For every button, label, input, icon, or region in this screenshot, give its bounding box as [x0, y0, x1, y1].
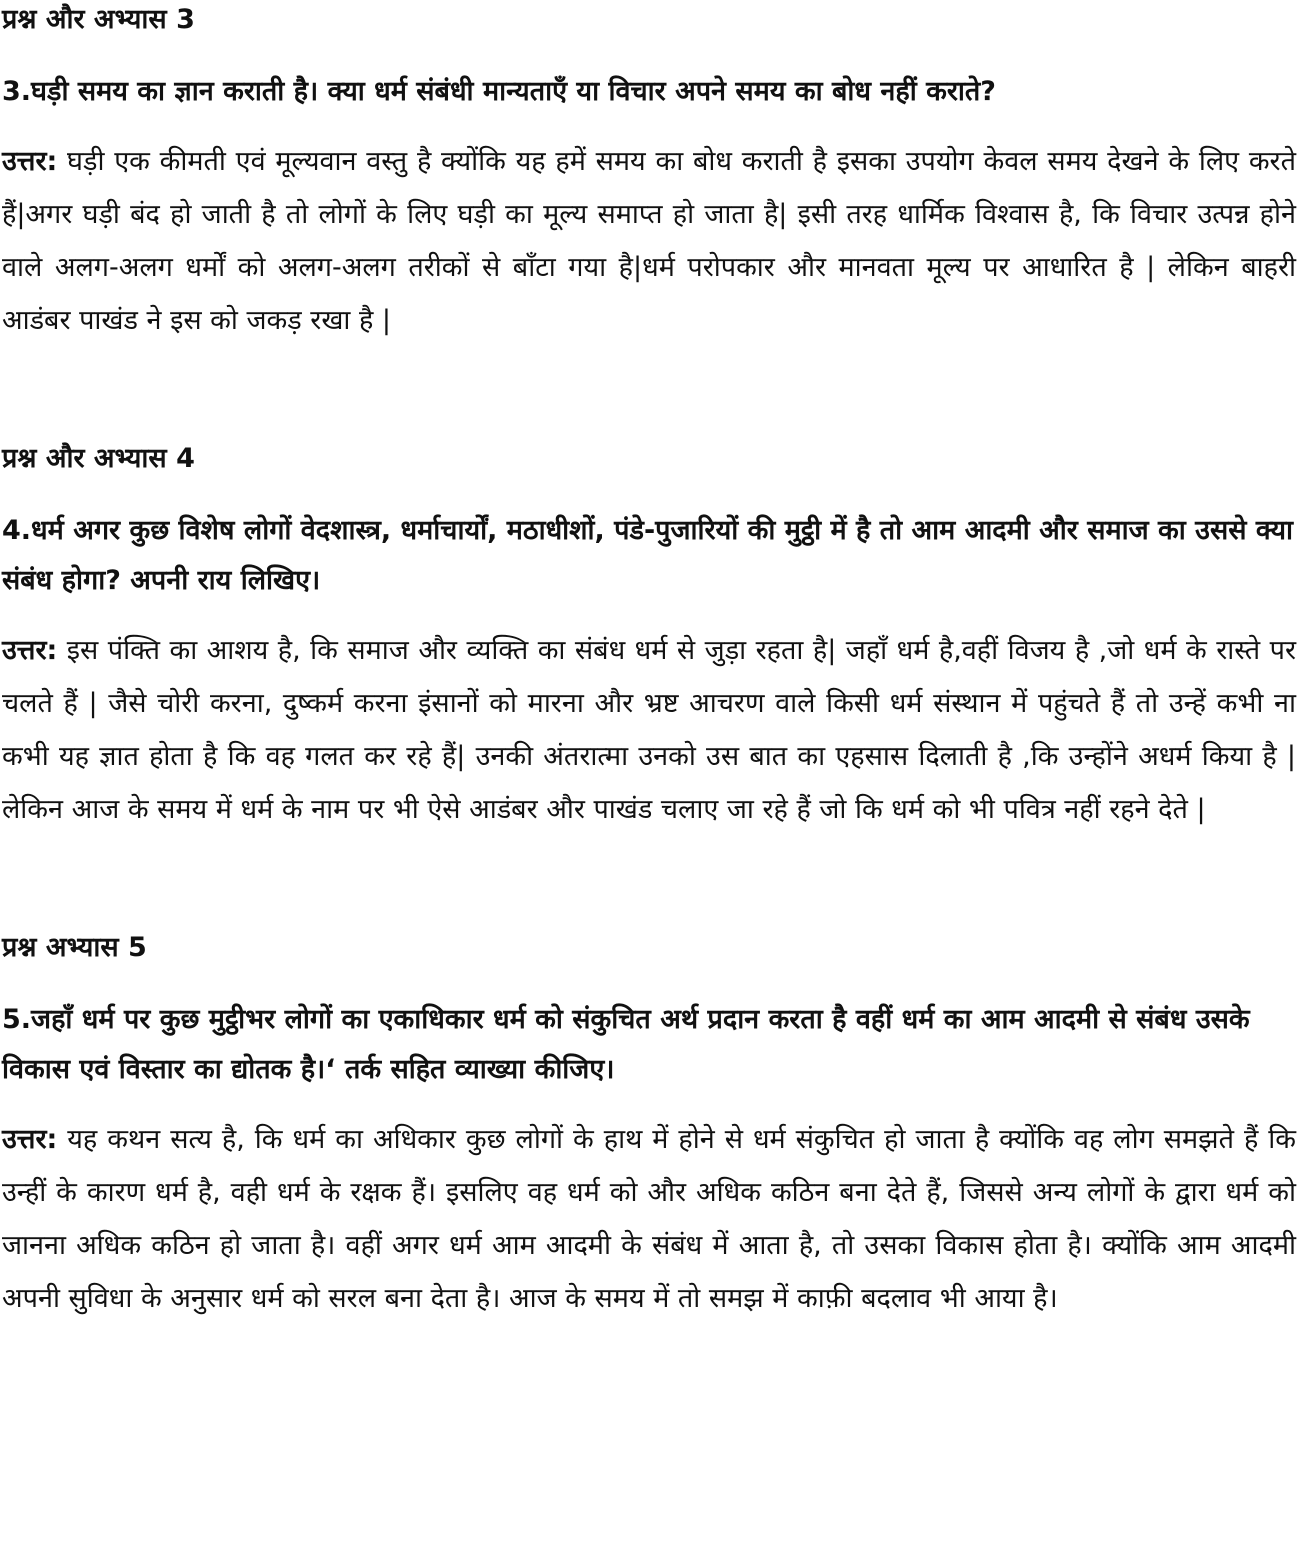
question-text: 3.घड़ी समय का ज्ञान कराती है। क्या धर्म संबंधी मान्यताएँ या विचार अपने समय का बोध नहीं कराते? [2, 76, 996, 107]
section-exercise-4 [2, 439, 1296, 836]
section-heading: प्रश्न अभ्यास 5 [2, 932, 147, 963]
question-text: 5.जहाँ धर्म पर कुछ मुट्ठीभर लोगों का एकाधिकार धर्म को संकुचित अर्थ प्रदान करता है वहीं धर्म का आम आदमी से संबंध उसके विकास एवं विस्तार का द्योतक है।‘ तर्क सहित व्याख्या कीजिए। [2, 1004, 1250, 1085]
answer-text: इस पंक्ति का आशय है, कि समाज और व्यक्ति का संबंध धर्म से जुड़ा रहता है| जहाँ धर्म है,वहीं विजय है ,जो धर्म के रास्ते पर चलते हैं | जैसे चोरी करना, दुष्कर्म करना इंसानों को मारना और भ्रष्ट आचरण वाले किसी धर्म संस्थान में पहुंचते हैं तो उन्हें कभी ना कभी यह ज्ञात होता है कि वह गलत कर रहे हैं| उनकी अंतरात्मा उनको उस बात का एहसास दिलाती है ,कि उन्होंने अधर्म किया है | लेकिन आज के समय में धर्म के नाम पर भी ऐसे आडंबर और पाखंड चलाए जा रहे हैं जो कि धर्म को भी पवित्र नहीं रहने देते | [2, 635, 1296, 825]
answer-paragraph [2, 1113, 1296, 1325]
answer-text: घड़ी एक कीमती एवं मूल्यवान वस्तु है क्योंकि यह हमें समय का बोध कराती है इसका उपयोग केवल समय देखने के लिए करते हैं|अगर घड़ी बंद हो जाती है तो लोगों के लिए घड़ी का मूल्य समाप्त हो जाता है| इसी तरह धार्मिक विश्वास है, कि विचार उत्पन्न होने वाले अलग-अलग धर्मों को अलग-अलग तरीकों से बाँटा गया है|धर्म परोपकार और मानवता मूल्य पर आधारित है | लेकिन बाहरी आडंबर पाखंड ने इस को जकड़ रखा है | [2, 146, 1296, 336]
section-exercise-3 [2, 0, 1296, 347]
answer-label: उत्तर: [2, 146, 58, 177]
section-spacer [2, 836, 1296, 928]
section-heading: प्रश्न और अभ्यास 4 [2, 443, 195, 474]
section-spacer [2, 347, 1296, 439]
answer-label: उत्तर: [2, 635, 58, 666]
answer-paragraph [2, 624, 1296, 836]
section-heading: प्रश्न और अभ्यास 3 [2, 4, 195, 35]
answer-text: यह कथन सत्य है, कि धर्म का अधिकार कुछ लोगों के हाथ में होने से धर्म संकुचित हो जाता है क्योंकि वह लोग समझते हैं कि उन्हीं के कारण धर्म है, वही धर्म के रक्षक हैं। इसलिए वह धर्म को और अधिक कठिन बना देते हैं, जिससे अन्य लोगों के द्वारा धर्म को जानना अधिक कठिन हो जाता है। वहीं अगर धर्म आम आदमी के संबंध में आता है, तो उसका विकास होता है। क्योंकि आम आदमी अपनी सुविधा के अनुसार धर्म को सरल बना देता है। आज के समय में तो समझ में काफ़ी बदलाव भी आया है। [2, 1124, 1296, 1314]
section-exercise-5 [2, 928, 1296, 1325]
answer-paragraph [2, 135, 1296, 347]
answer-label: उत्तर: [2, 1124, 58, 1155]
question-text: 4.धर्म अगर कुछ विशेष लोगों वेदशास्त्र, धर्माचार्यों, मठाधीशों, पंडे-पुजारियों की मुट्ठी में है तो आम आदमी और समाज का उससे क्या संबंध होगा? अपनी राय लिखिए। [2, 515, 1293, 596]
